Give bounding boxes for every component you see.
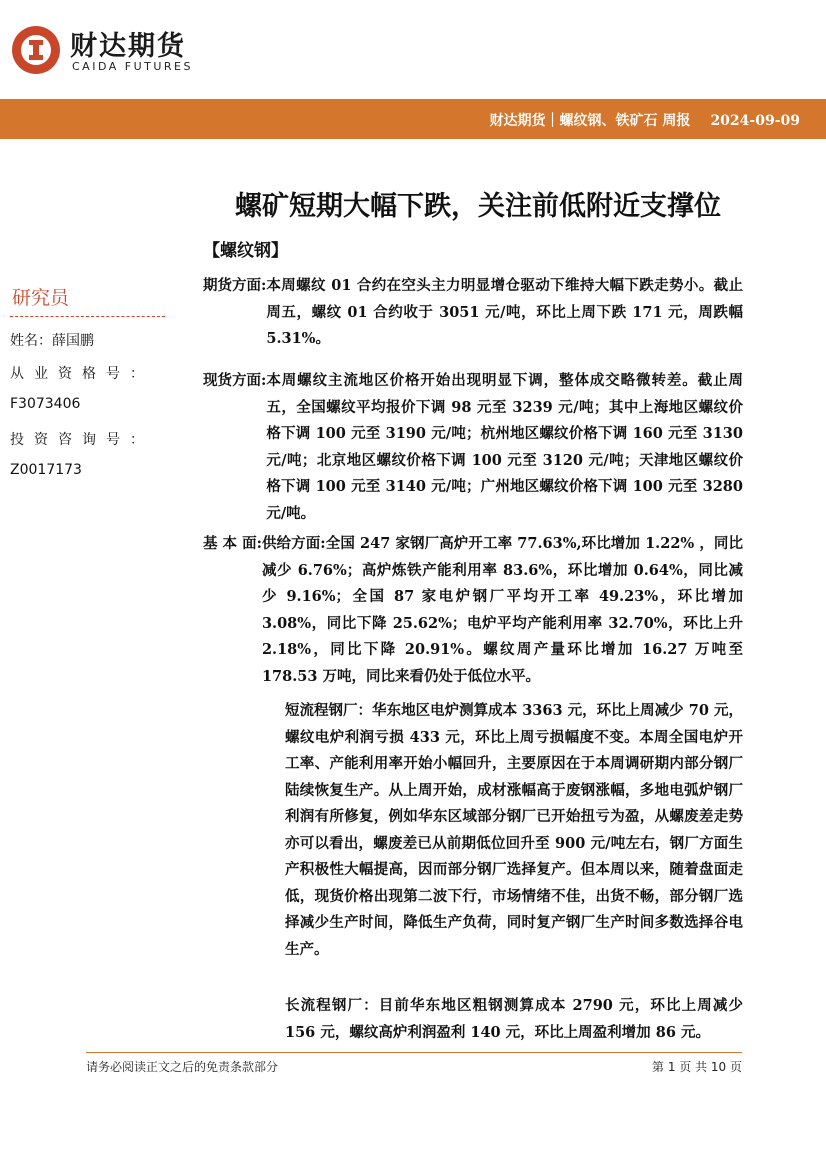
- page-number: 第 1 页 共 10 页: [652, 1060, 742, 1074]
- logo-emblem-icon: [12, 26, 60, 74]
- sidebar-divider: [10, 316, 165, 317]
- futures-text: 本周螺纹 01 合约在空头主力明显增仓驱动下维持大幅下跌走势小。截止周五，螺纹 01 合约收于 3051 元/吨，环比上周下跌 171 元，周跌幅 5.31%。: [266, 277, 743, 347]
- logo-en-text: CAIDA FUTURES: [72, 60, 193, 73]
- header-date: 2024-09-09: [710, 113, 800, 129]
- spot-paragraph: [203, 368, 743, 527]
- footer-divider: [86, 1052, 742, 1053]
- analyst-name: 姓名：薛国鹏: [10, 333, 94, 349]
- futures-label: 期货方面:: [203, 277, 267, 294]
- short-process-paragraph: 短流程钢厂：华东地区电炉测算成本 3363 元，环比上周减少 70 元，螺纹电炉利润亏损 433 元，环比上周亏损幅度不变。本周全国电炉开工率、产能利用率开始小幅回升，主要原因在于本周调研期内部分钢厂陆续恢复生产。从上周开始，成材涨幅高于废钢涨幅，多地电弧炉钢厂利润有所修复，例如华东区域部分钢厂已开始扭亏为盈，从螺废差走势亦可以看出，螺废差已从前期低位回升至 900 元/吨左右，钢厂方面生产积极性大幅提高，因而部分钢厂选择复产。但本周以来，随着盘面走低，现货价格出现第二波下行，市场情绪不佳，出货不畅，部分钢厂选择减少生产时间，降低生产负荷，同时复产钢厂生产时间多数选择谷电生产。: [285, 702, 743, 958]
- long-process-paragraph: 长流程钢厂：目前华东地区粗钢测算成本 2790 元，环比上周减少 156 元，螺纹高炉利润盈利 140 元，环比上周盈利增加 86 元。: [285, 997, 743, 1041]
- header-title: 财达期货｜螺纹钢、铁矿石 周报: [489, 113, 691, 129]
- fundamentals-label: 基 本 面:: [203, 535, 262, 552]
- futures-paragraph: [203, 273, 743, 353]
- fundamentals-paragraph: [203, 531, 743, 690]
- investment-label: 投资咨询号：: [10, 432, 154, 448]
- fundamentals-text: 供给方面:全国 247 家钢厂高炉开工率 77.63%,环比增加 1.22% ，同比减少 6.76%；高炉炼铁产能利用率 83.6%，环比增加 0.64%，同比减少 9.16%；全国 87 家电炉钢厂平均开工率 49.23%，环比增加 3.08%，同比下降 25.62%；电炉平均产能利用率 32.70%，环比上升 2.18%，同比下降 20.91%。螺纹周产量环比增加 16.27 万吨至 178.53 万吨，同比来看仍处于低位水平。: [261, 535, 743, 685]
- qualification-number: F3073406: [10, 396, 81, 412]
- analyst-sidebar: [10, 283, 170, 482]
- report-title: 螺矿短期大幅下跌，关注前低附近支撑位: [235, 191, 721, 222]
- footer-disclaimer: 请务必阅读正文之后的免责条款部分: [86, 1060, 279, 1074]
- section-heading: 【螺纹钢】: [203, 241, 288, 261]
- qualification-label: 从业资格号：: [10, 366, 154, 382]
- spot-text: 本周螺纹主流地区价格开始出现明显下调，整体成交略微转差。截止周五，全国螺纹平均报价下调 98 元至 3239 元/吨；其中上海地区螺纹价格下调 100 元至 3190 元/吨；杭州地区螺纹价格下调 160 元至 3130 元/吨；北京地区螺纹价格下调 100 元至 3120 元/吨；天津地区螺纹价格下调 100 元至 3140 元/吨；广州地区螺纹价格下调 100 元至 3280 元/吨。: [266, 372, 743, 522]
- logo-cn-text: 财达期货: [70, 31, 186, 62]
- investment-number: Z0017173: [10, 462, 82, 478]
- header-band: [0, 99, 826, 139]
- header-text: [490, 110, 800, 130]
- sidebar-role: 研究员: [12, 287, 70, 309]
- company-logo: [12, 24, 222, 80]
- spot-label: 现货方面:: [203, 372, 267, 389]
